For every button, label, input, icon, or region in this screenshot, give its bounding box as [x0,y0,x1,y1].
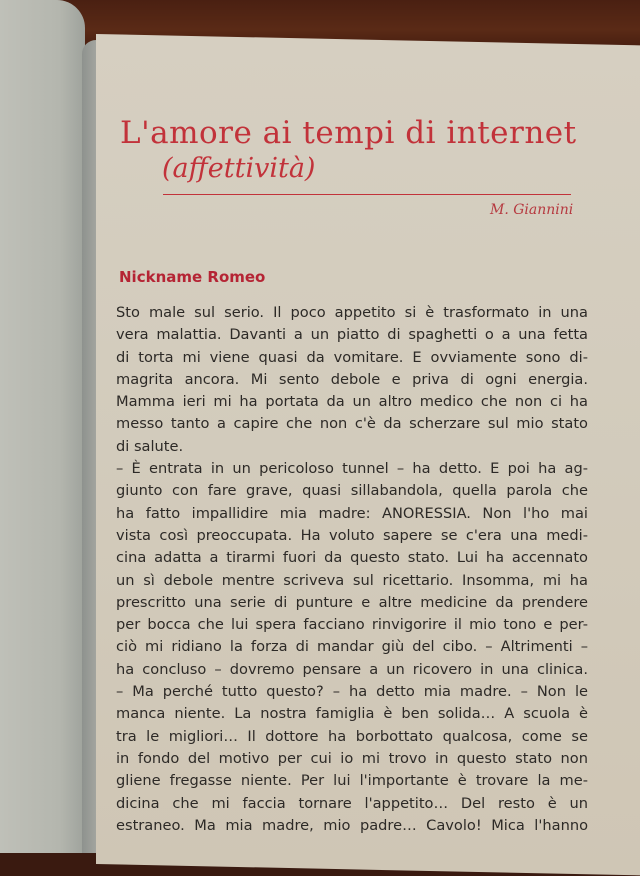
section-heading: Nickname Romeo [119,268,266,286]
text-line: di torta mi viene quasi da vomitare. E ovviamente sono di- [116,348,588,366]
text-line: estraneo. Ma mia madre, mio padre… Cavolo! Mica l'hanno [116,816,588,834]
chapter-title: L'amore ai tempi di internet [120,115,577,151]
text-line: tra le migliori… Il dottore ha borbottato qualcosa, come se [116,727,588,745]
text-line: dicina che mi faccia tornare l'appetito… Del resto è un [116,794,588,812]
text-line: in fondo del motivo per cui io mi trovo in questo stato non [116,749,588,767]
left-page-edge [0,0,85,853]
text-line: vera malattia. Davanti a un piatto di spaghetti o a una fetta [116,326,588,344]
text-line: gliene fregasse niente. Per lui l'importante è trovare la me- [116,772,588,790]
text-line: prescritto una serie di punture e altre medicine da prendere [116,593,588,611]
text-line: Sto male sul serio. Il poco appetito si è trasformato in una [116,304,588,321]
text-line: magrita ancora. Mi sento debole e priva di ogni energia. [116,370,588,388]
text-line: giunto con fare grave, quasi sillabandola, quella parola che [116,482,588,500]
text-line: cina adatta a tirarmi fuori da questo stato. Lui ha accennato [116,549,588,567]
body-paragraph [116,302,588,837]
text-line: Mamma ieri mi ha portata da un altro medico che non ci ha [116,393,588,411]
text-line: ha fatto impallidire mia madre: ANORESSIA. Non l'ho mai [116,504,588,522]
text-line: vista così preoccupata. Ha voluto sapere se c'era una medi- [116,526,588,544]
chapter-author: M. Giannini [490,202,574,218]
text-line: messo tanto a capire che non c'è da scherzare sul mio stato [116,415,588,433]
text-line: ciò mi ridiano la forza di mandar giù del cibo. – Altrimenti – [116,638,588,656]
text-line: – Ma perché tutto questo? – ha detto mia madre. – Non le [116,683,588,701]
chapter-subtitle: (affettività) [162,153,316,184]
title-divider [163,194,571,195]
text-line: di salute. [116,437,184,455]
text-line: un sì debole mentre scriveva sul ricettario. Insomma, mi ha [116,571,588,589]
text-line: per bocca che lui spera facciano rinvigorire il mio tono e per- [116,616,588,634]
text-line: manca niente. La nostra famiglia è ben solida… A scuola è [116,705,588,723]
text-line: ha concluso – dovremo pensare a un ricovero in una clinica. [116,660,588,678]
text-line: – È entrata in un pericoloso tunnel – ha detto. E poi ha ag- [116,460,588,478]
